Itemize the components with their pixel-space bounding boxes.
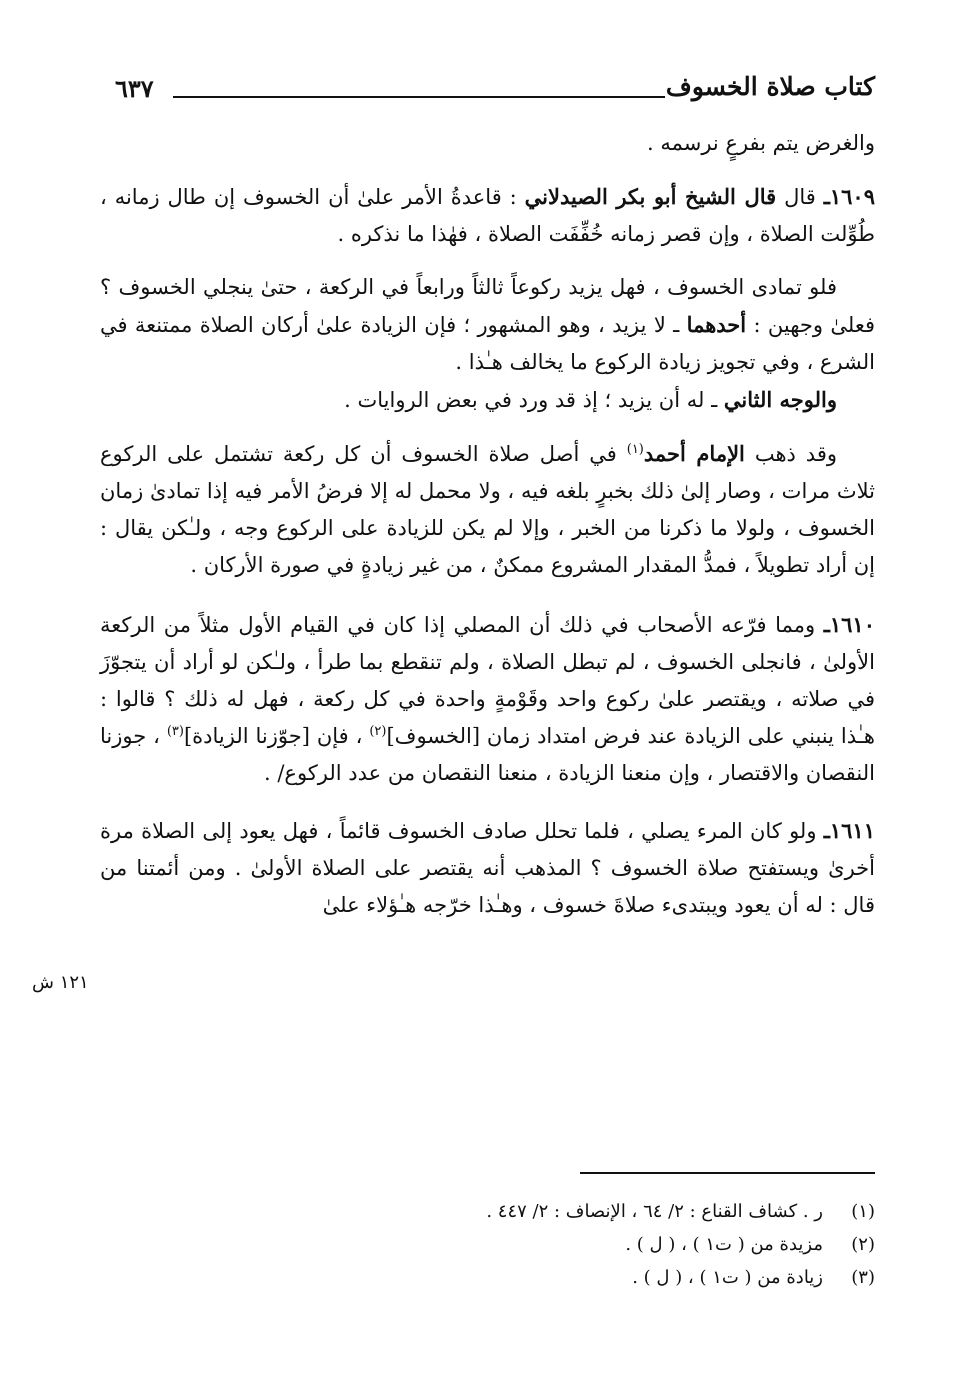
main-text	[100, 125, 875, 924]
paragraph-text: والغرض يتم بفرعٍ نرسمه .	[646, 131, 875, 155]
running-title: كتاب صلاة الخسوف	[665, 72, 875, 101]
footnote-text: زيادة من ( ت١ ) ، ( ل ) .	[632, 1267, 823, 1288]
footnotes	[275, 1195, 875, 1294]
footnote-number: (٢)	[851, 1234, 875, 1255]
footnote-number: (٣)	[851, 1267, 875, 1288]
paragraph-text: ـ له أن يزيد ؛ إذ قد ورد في بعض الروايات .	[344, 388, 724, 412]
issue-number: ١٦٠٩ـ	[823, 184, 875, 209]
paragraph-continuation	[100, 269, 875, 381]
paragraph-imam-ahmad	[100, 435, 875, 584]
paragraph-intro	[100, 125, 875, 162]
paragraph-text: وقد ذهب	[744, 442, 837, 466]
page-number: ٦٣٧	[115, 74, 154, 103]
footnote-item	[275, 1195, 875, 1228]
footnote-text: ر . كشاف القناع : ٢/ ٦٤ ، الإنصاف : ٢/ ٤٤٧ .	[486, 1201, 823, 1222]
footnote-marker[interactable]: (٢)	[369, 724, 387, 739]
paragraph-text: فلو تمادى الخسوف ، فهل يزيد ركوعاً ثالثاً ورابعاً في الركعة ، حتىٰ ينجلي الخسوف ؟ فعلىٰ وجهين :	[100, 275, 876, 337]
paragraph-1610	[100, 606, 875, 792]
paragraph-text: ومما فرّعه الأصحاب في ذلك أن المصلي إذا كان في القيام الأول مثلاً من الركعة الأولىٰ ، فانجلى الخسوف ، لم تبطل الصلاة ، ولم تنقطع بما طرأ ، ولـٰكن لو أراد أن يتجوّزَ في صلاته ، ويقتصر علىٰ ركوع واحد وقَوْمةٍ واحدة في كل ركعة ، فهل له ذلك ؟ قالوا : هـٰذا ينبني على الزيادة عند فرض امتداد زمان [الخسوف]	[100, 613, 875, 748]
paragraph-second-view	[100, 381, 875, 419]
paragraph-1611	[100, 812, 875, 924]
footnote-item	[275, 1228, 875, 1261]
issue-number: ١٦١٠ـ	[823, 612, 875, 637]
paragraph-text: : قاعدةُ الأمر علىٰ أن الخسوف إن طال زمانه ، طُوِّلت الصلاة ، وإن قصر زمانه خُفِّفَت الصلاة ، فهٰذا ما نذكره .	[100, 185, 875, 246]
footnote-separator	[580, 1172, 875, 1174]
bold-phrase: والوجه الثاني	[723, 387, 837, 412]
footnote-text: مزيدة من ( ت١ ) ، ( ل ) .	[625, 1234, 823, 1255]
paragraph-text: ، فإن [جوّزنا الزيادة]	[183, 724, 370, 748]
bold-phrase: الإمام أحمد	[643, 441, 745, 466]
paragraph-1609: ١٦٠٩ـ قال قال الشيخ أبو بكر الصيدلاني : قاعدةُ الأمر علىٰ أن الخسوف إن طال زمانه ، طُوِّلت الصلاة ، وإن قصر زمانه خُفِّفَت الصلاة ، فهٰذا ما نذكره .	[100, 184, 875, 246]
footnote-marker[interactable]: (١)	[626, 442, 644, 457]
footnote-item	[275, 1261, 875, 1294]
paragraph-text: ـ لا يزيد ، وهو المشهور ؛ فإن الزيادة علىٰ أركان الصلاة ممتنعة في الشرع ، وفي تجويز زيادة الركوع ما يخالف هـٰذا .	[100, 313, 875, 374]
paragraph-text: في أصل صلاة الخسوف أن كل ركعة تشتمل على الركوع ثلاث مرات ، وصار إلىٰ ذلك بخبرٍ بلغه فيه ، ولا محمل له إلا فرضُ الأمر فيه إذا تمادىٰ زمان الخسوف ، ولولا ما ذكرنا من الخبر ، وإلا لم يكن للزيادة على الركوع وجه ، ولـٰكن يقال : إن أراد تطويلاً ، فمدُّ المقدار المشروع ممكنٌ ، من غير زيادةٍ في صورة الأركان .	[100, 442, 875, 577]
bold-phrase: قال الشيخ أبو بكر الصيدلاني	[524, 184, 777, 209]
footnote-number: (١)	[851, 1201, 875, 1222]
manuscript-folio-note: ١٢١ ش	[32, 972, 89, 993]
bold-phrase: أحدهما	[686, 312, 747, 337]
paragraph-text: ولو كان المرء يصلي ، فلما تحلل صادف الخسوف قائماً ، فهل يعود إلى الصلاة مرة أخرىٰ ويستفتح صلاة الخسوف ؟ المذهب أنه يقتصر على الصلاة الأولىٰ . ومن أئمتنا من قال : له أن يعود ويبتدىء صلاةَ خسوف ، وهـٰذا خرّجه هـٰؤلاء علىٰ	[100, 819, 875, 917]
issue-number: ١٦١١ـ	[823, 818, 875, 843]
paragraph-text: ، جوزنا النقصان والاقتصار ، وإن منعنا الزيادة ، منعنا النقصان من عدد الركوع/ .	[100, 724, 875, 785]
footnote-marker[interactable]: (٣)	[166, 724, 184, 739]
header-rule	[173, 96, 665, 98]
page-header	[115, 72, 875, 112]
